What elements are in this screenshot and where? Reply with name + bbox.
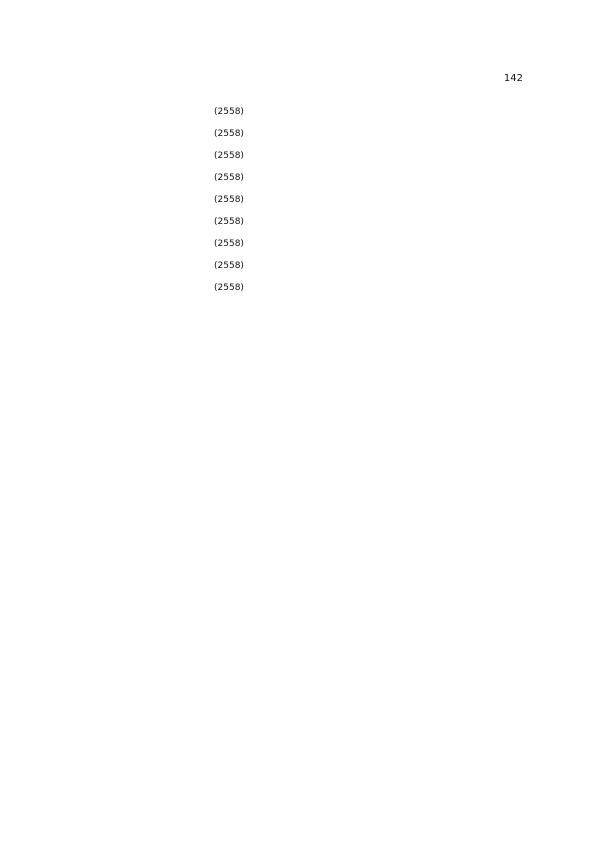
entry-year: ( 2558 ) [214,217,244,227]
bibliography-entry [108,192,524,208]
bibliography-entry [108,258,524,274]
entry-body [214,192,524,208]
entry-year: ( 2558 ) [214,195,244,205]
entry-year: ( 2558 ) [214,283,244,293]
bibliography-list [108,104,524,302]
entry-author [108,214,214,230]
entry-author [108,192,214,208]
entry-author [108,170,214,186]
entry-body [214,214,524,230]
entry-author [108,258,214,274]
entry-year: ( 2558 ) [214,107,244,117]
entry-body [214,280,524,296]
entry-author [108,104,214,120]
entry-body [214,236,524,252]
bibliography-entry [108,148,524,164]
entry-year: ( 2558 ) [214,261,244,271]
entry-author [108,280,214,296]
entry-body [214,148,524,164]
bibliography-entry [108,214,524,230]
entry-body [214,170,524,186]
page-number: 142 [503,73,523,84]
bibliography-entry [108,104,524,120]
entry-author [108,126,214,142]
entry-year: ( 2558 ) [214,151,244,161]
bibliography-entry [108,170,524,186]
entry-year: ( 2558 ) [214,129,244,139]
entry-author [108,236,214,252]
entry-year: ( 2558 ) [214,173,244,183]
entry-author [108,148,214,164]
bibliography-entry [108,236,524,252]
bibliography-entry [108,126,524,142]
entry-year: ( 2558 ) [214,239,244,249]
bibliography-entry [108,280,524,296]
entry-body [214,126,524,142]
entry-body [214,104,524,120]
entry-body [214,258,524,274]
